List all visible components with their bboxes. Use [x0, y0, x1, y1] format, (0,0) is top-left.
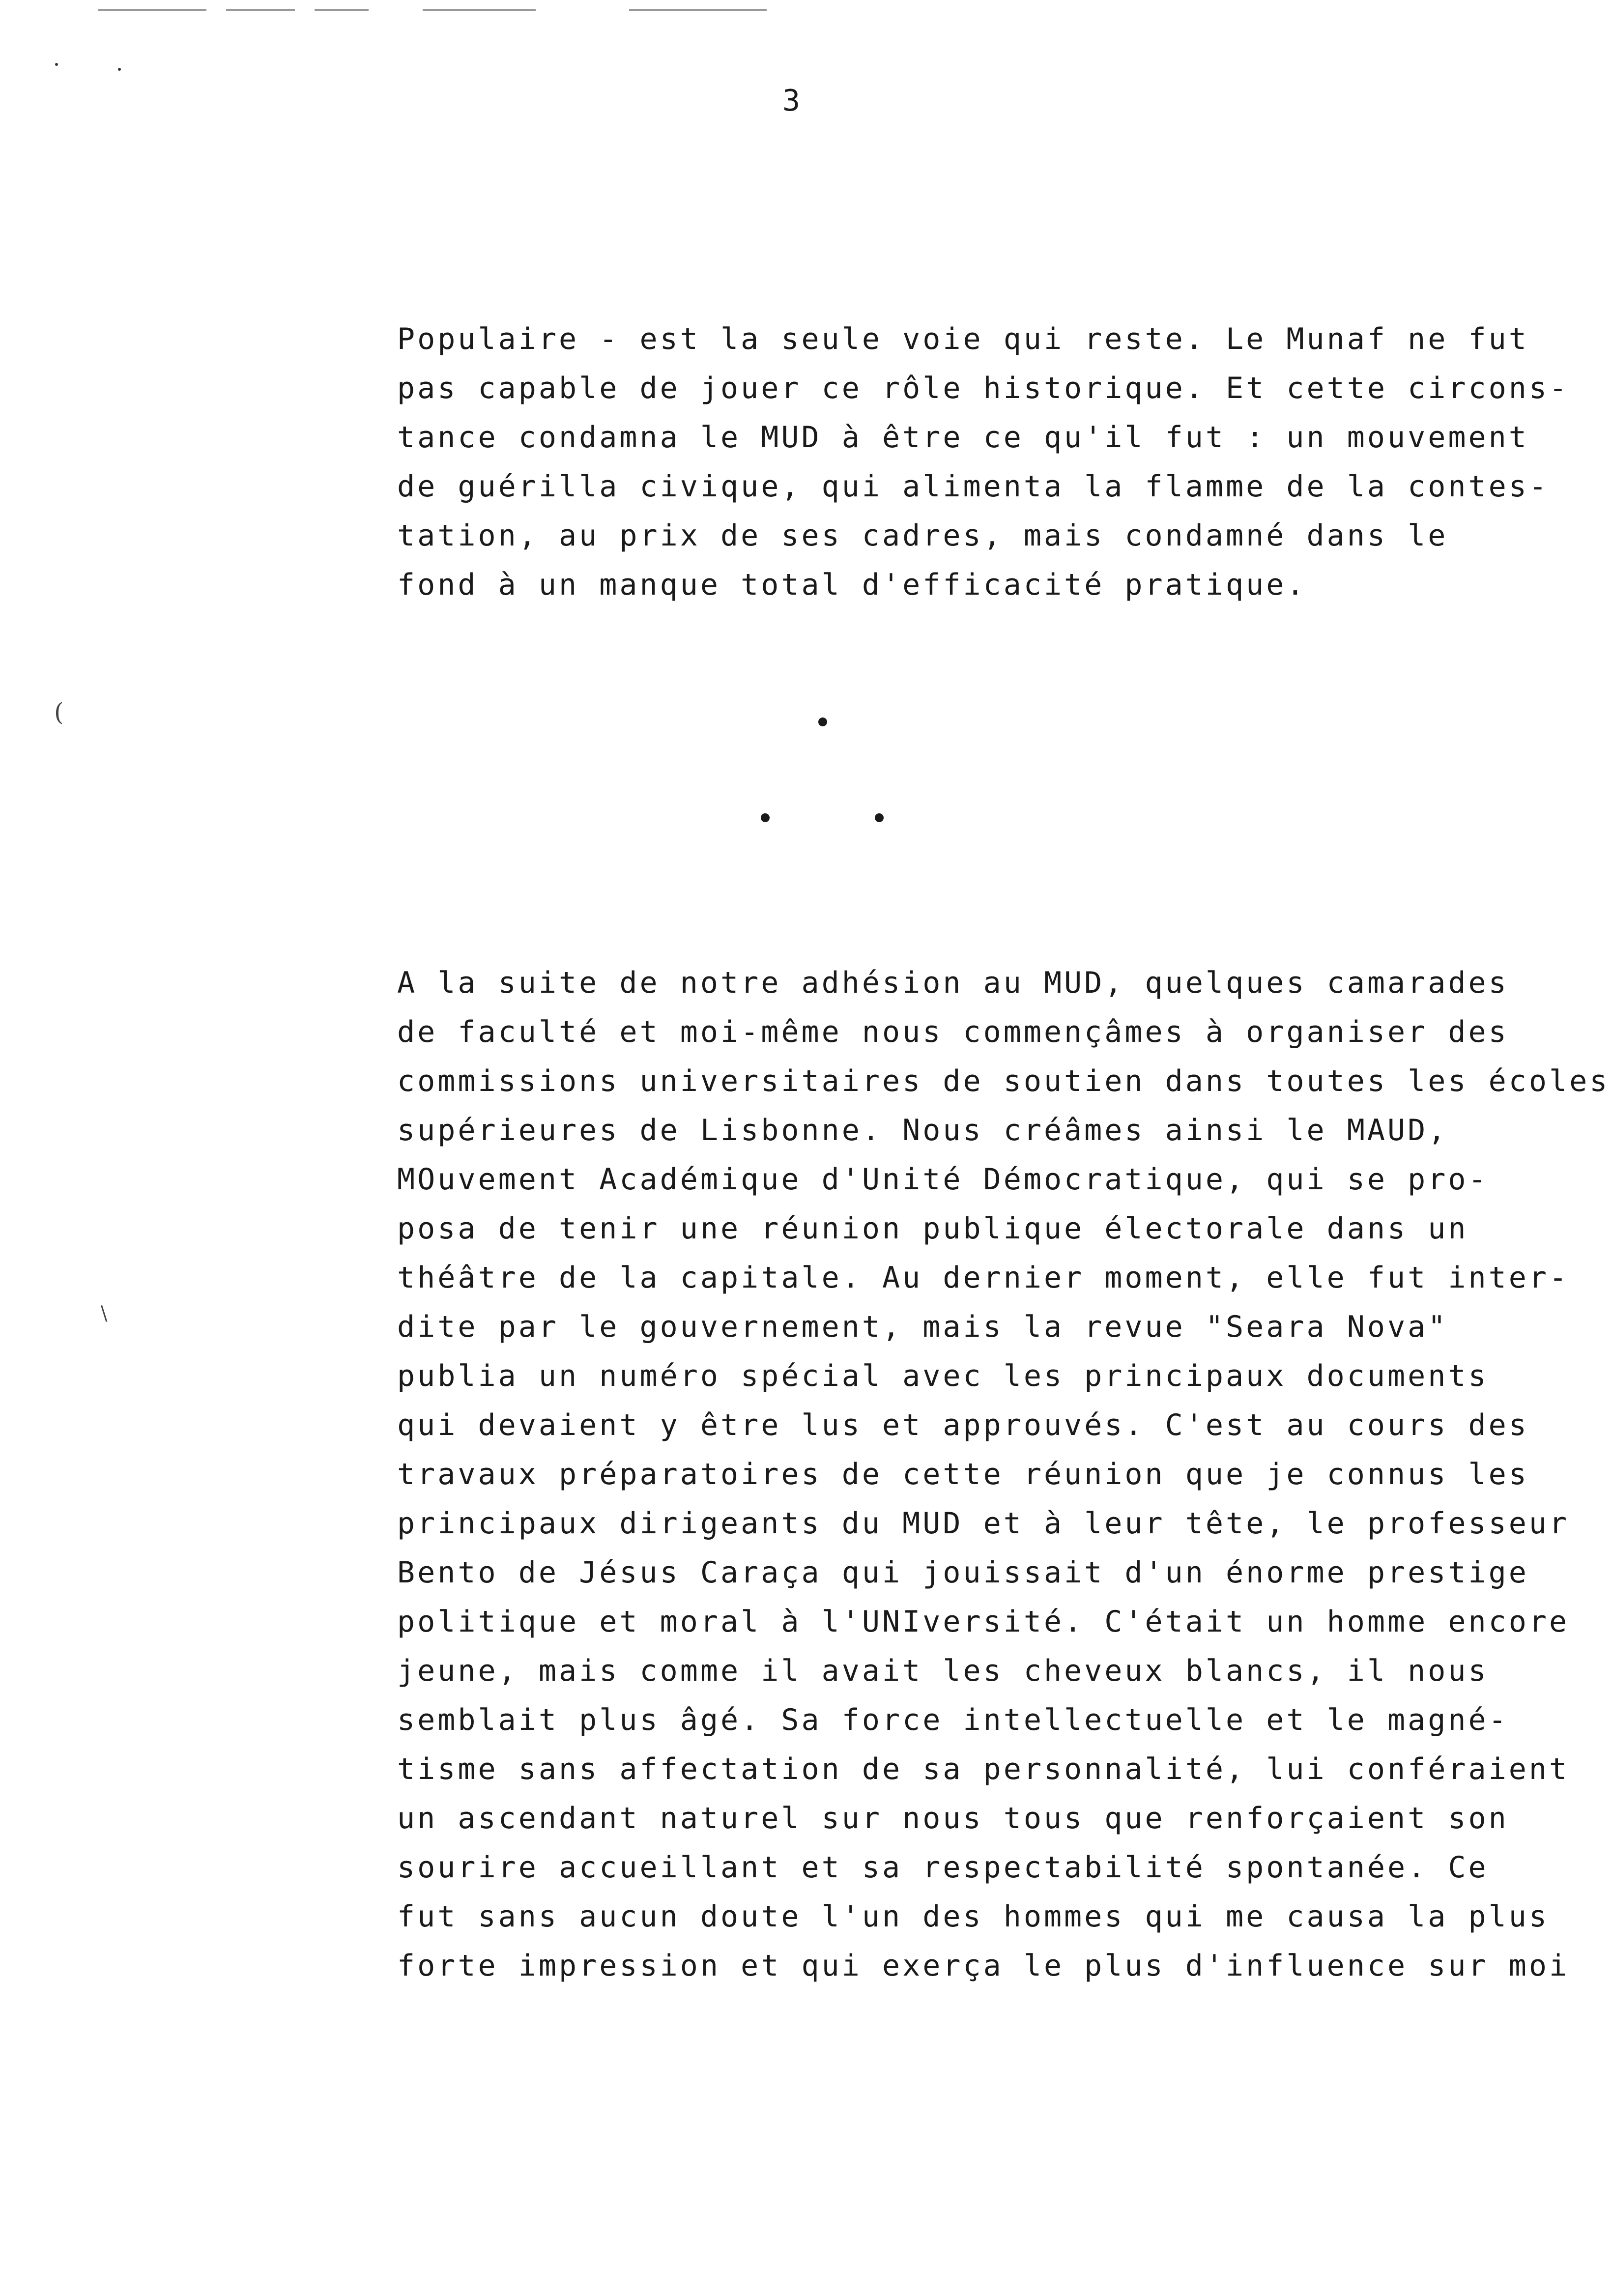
text-line: tance condamna le MUD à être ce qu'il fut : un mouvement	[397, 420, 1529, 455]
page-number: 3	[782, 84, 801, 118]
separator-dot	[818, 718, 827, 726]
scan-artifact-line	[423, 9, 536, 11]
text-line: principaux dirigeants du MUD et à leur tête, le professeur	[397, 1506, 1570, 1541]
text-line: fond à un manque total d'efficacité pratique.	[397, 568, 1307, 602]
scan-artifact-dot	[55, 63, 58, 66]
text-line: travaux préparatoires de cette réunion que je connus les	[397, 1457, 1529, 1492]
text-line: de faculté et moi-même nous commençâmes à organiser des	[397, 1015, 1509, 1049]
scan-artifact-line	[98, 9, 206, 11]
text-line: supérieures de Lisbonne. Nous créâmes ainsi le MAUD,	[397, 1113, 1448, 1148]
margin-mark: (	[54, 698, 64, 726]
text-line: sourire accueillant et sa respectabilité spontanée. Ce	[397, 1850, 1489, 1885]
separator-dot	[761, 813, 770, 822]
text-line: qui devaient y être lus et approuvés. C'est au cours des	[397, 1408, 1529, 1442]
text-line: théâtre de la capitale. Au dernier moment, elle fut inter-	[397, 1261, 1570, 1295]
scan-artifact-dot	[118, 68, 121, 71]
text-line: jeune, mais comme il avait les cheveux blancs, il nous	[397, 1654, 1489, 1688]
text-line: fut sans aucun doute l'un des hommes qui me causa la plus	[397, 1899, 1550, 1934]
text-line: A la suite de notre adhésion au MUD, quelques camarades	[397, 966, 1509, 1000]
separator-dot	[875, 813, 884, 822]
text-line: MOuvement Académique d'Unité Démocratique, qui se pro-	[397, 1162, 1489, 1197]
text-line: de guérilla civique, qui alimenta la flamme de la contes-	[397, 469, 1550, 504]
text-line: publia un numéro spécial avec les principaux documents	[397, 1359, 1489, 1393]
text-line: posa de tenir une réunion publique électorale dans un	[397, 1211, 1468, 1246]
text-line: tisme sans affectation de sa personnalité, lui conféraient	[397, 1752, 1570, 1786]
scan-artifact-line	[226, 9, 295, 11]
paragraph-1	[397, 315, 1569, 609]
text-line: politique et moral à l'UNIversité. C'était un homme encore	[397, 1605, 1570, 1639]
text-line: Bento de Jésus Caraça qui jouissait d'un énorme prestige	[397, 1555, 1529, 1590]
paragraph-2	[397, 958, 1610, 1990]
text-line: forte impression et qui exerça le plus d'influence sur moi	[397, 1949, 1570, 1983]
text-line: un ascendant naturel sur nous tous que renforçaient son	[397, 1801, 1509, 1836]
text-line: dite par le gouvernement, mais la revue "Seara Nova"	[397, 1310, 1448, 1344]
scan-artifact-line	[315, 9, 369, 11]
text-line: commissions universitaires de soutien dans toutes les écoles	[397, 1064, 1610, 1098]
text-line: pas capable de jouer ce rôle historique. Et cette circons-	[397, 371, 1570, 405]
text-line: Populaire - est la seule voie qui reste. Le Munaf ne fut	[397, 322, 1529, 356]
margin-mark: \	[101, 1302, 108, 1325]
scan-artifact-line	[629, 9, 767, 11]
text-line: tation, au prix de ses cadres, mais condamné dans le	[397, 518, 1448, 553]
text-line: semblait plus âgé. Sa force intellectuelle et le magné-	[397, 1703, 1509, 1737]
